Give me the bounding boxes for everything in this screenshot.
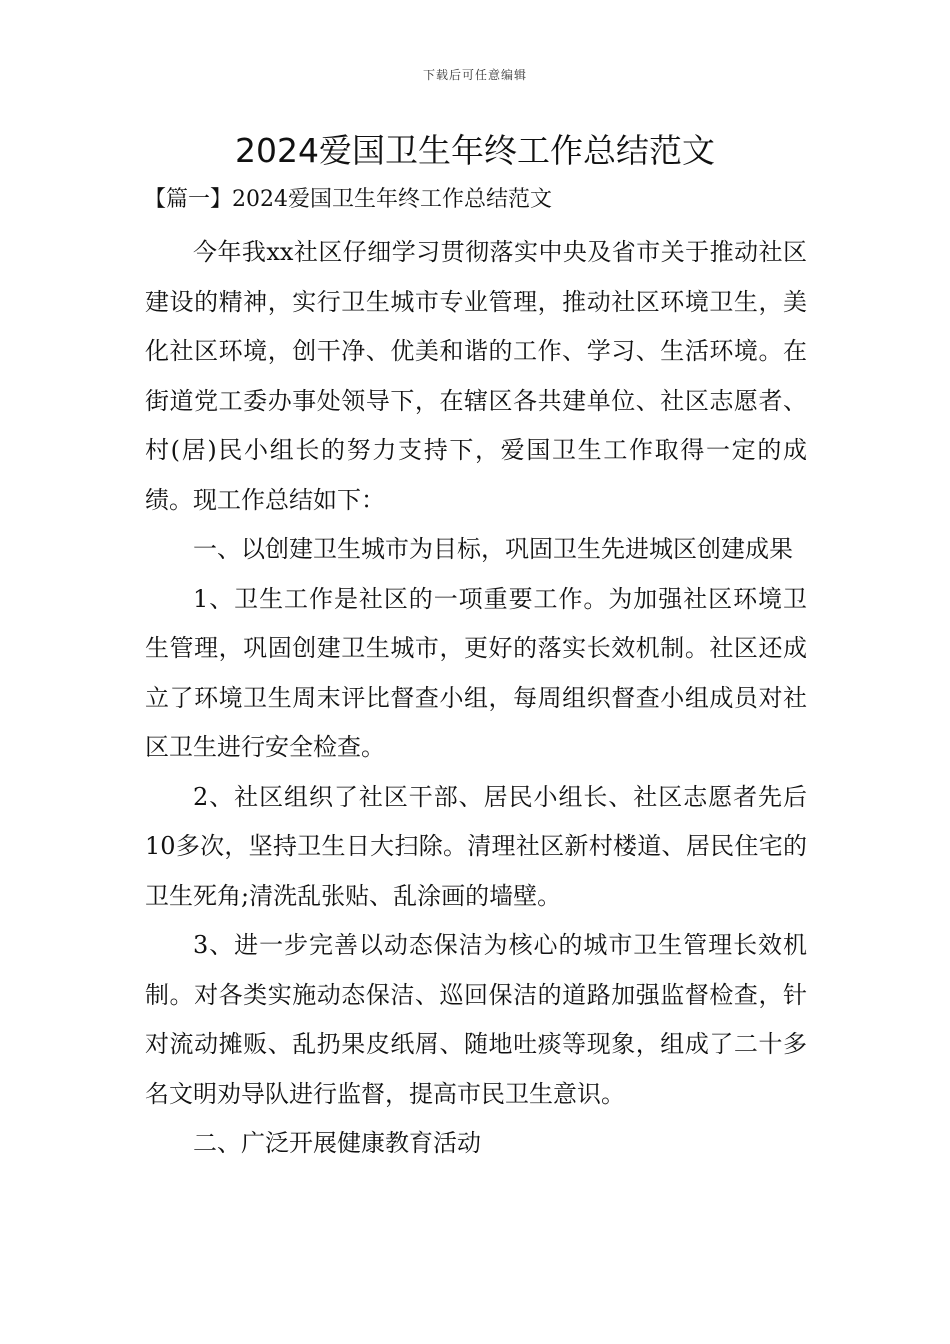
paragraph-heading-one: 一、以创建卫生城市为目标，巩固卫生先进城区创建成果 bbox=[193, 535, 793, 563]
section-heading: 【篇一】2024爱国卫生年终工作总结范文 bbox=[144, 187, 552, 212]
download-note: 下载后可任意编辑 bbox=[422, 68, 527, 82]
paragraph-item-3: 3、进一步完善以动态保洁为核心的城市卫生管理长效机制。对各类实施动态保洁、巡回保洁的道路加强监督检查，针对流动摊贩、乱扔果皮纸屑、随地吐痰等现象，组成了二十多名文明劝导队进行监督，提高市民卫生意识。 bbox=[145, 931, 807, 1108]
paragraph-intro: 今年我xx社区仔细学习贯彻落实中央及省市关于推动社区建设的精神，实行卫生城市专业管理，推动社区环境卫生，美化社区环境，创干净、优美和谐的工作、学习、生活环境。在街道党工委办事处领导下，在辖区各共建单位、社区志愿者、村(居)民小组长的努力支持下，爱国卫生工作取得一定的成绩。现工作总结如下： bbox=[145, 238, 807, 514]
document-body bbox=[145, 228, 807, 1169]
document-title: 2024爱国卫生年终工作总结范文 bbox=[235, 131, 715, 170]
paragraph-item-2: 2、社区组织了社区干部、居民小组长、社区志愿者先后10多次，坚持卫生日大扫除。清理社区新村楼道、居民住宅的卫生死角;清洗乱张贴、乱涂画的墙壁。 bbox=[145, 782, 807, 910]
paragraph-item-1: 1、卫生工作是社区的一项重要工作。为加强社区环境卫生管理，巩固创建卫生城市，更好的落实长效机制。社区还成立了环境卫生周末评比督查小组，每周组织督查小组成员对社区卫生进行安全检查。 bbox=[145, 584, 807, 761]
paragraph-heading-two: 二、广泛开展健康教育活动 bbox=[193, 1129, 481, 1157]
